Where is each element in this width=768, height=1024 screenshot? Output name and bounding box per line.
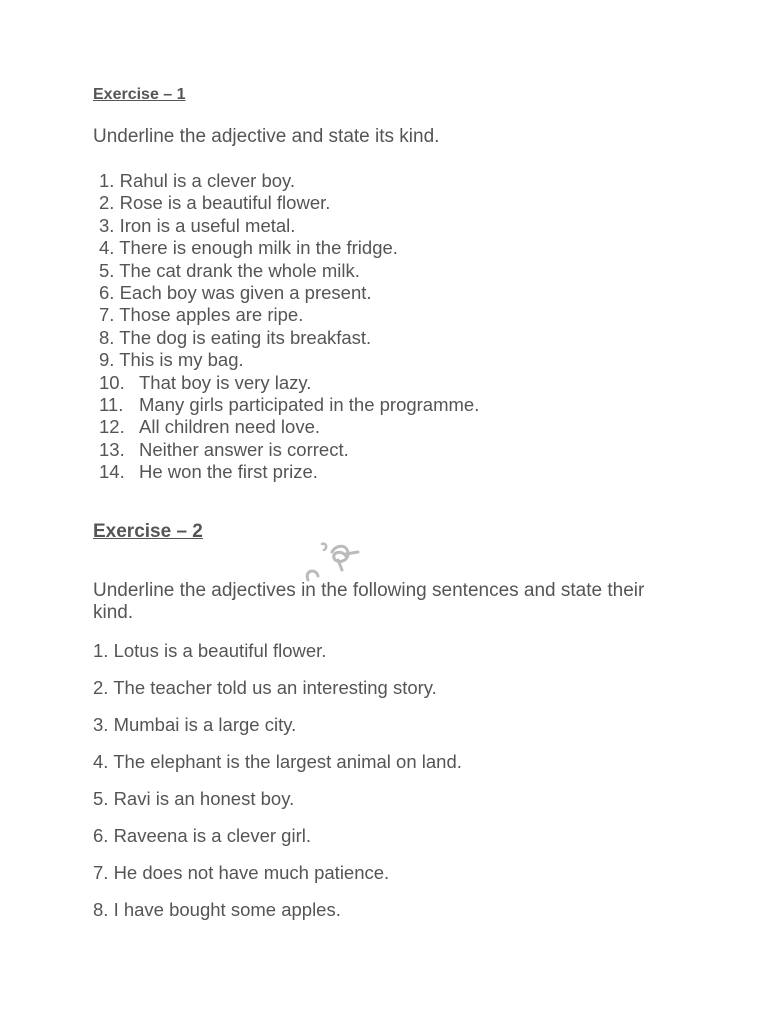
list-item: 6. Raveena is a clever girl. [93,825,311,846]
list-item: 3. Iron is a useful metal. [99,214,296,236]
list-item: 7. Those apples are ripe. [99,304,304,326]
list-item: 6. Each boy was given a present. [99,281,372,303]
exercise-1-heading: Exercise – 1 [93,86,186,103]
list-item: 13. Neither answer is correct. [99,438,349,460]
list-item: 8. The dog is eating its breakfast. [99,326,372,348]
list-item: 2. The teacher told us an interesting story. [93,677,437,698]
list-item: 1. Lotus is a beautiful flower. [93,640,327,661]
list-item: 14. He won the first prize. [99,461,318,483]
list-item: 2. Rose is a beautiful flower. [99,192,331,214]
exercise-1-list [99,170,479,483]
exercise-1-instruction: Underline the adjective and state its kind. [93,126,440,147]
exercise-2-instruction: Underline the adjectives in the following sentences and state their kind. [93,580,645,623]
list-item: 7. He does not have much patience. [93,862,390,883]
list-item: 8. I have bought some apples. [93,899,341,920]
list-item: 9. This is my bag. [99,349,244,371]
list-item: 3. Mumbai is a large city. [93,714,297,735]
list-item: 5. Ravi is an honest boy. [93,788,295,809]
exercise-2-heading: Exercise – 2 [93,521,203,542]
list-item: 5. The cat drank the whole milk. [99,259,360,281]
list-item: 10. That boy is very lazy. [99,371,312,393]
exercise-2-list [93,639,462,935]
list-item: 1. Rahul is a clever boy. [99,170,296,191]
list-item: 12. All children need love. [99,416,320,438]
list-item: 4. There is enough milk in the fridge. [99,237,398,259]
list-item: 11. Many girls participated in the programme. [99,393,480,415]
list-item: 4. The elephant is the largest animal on land. [93,751,462,772]
stamp-logo-icon [302,540,362,584]
